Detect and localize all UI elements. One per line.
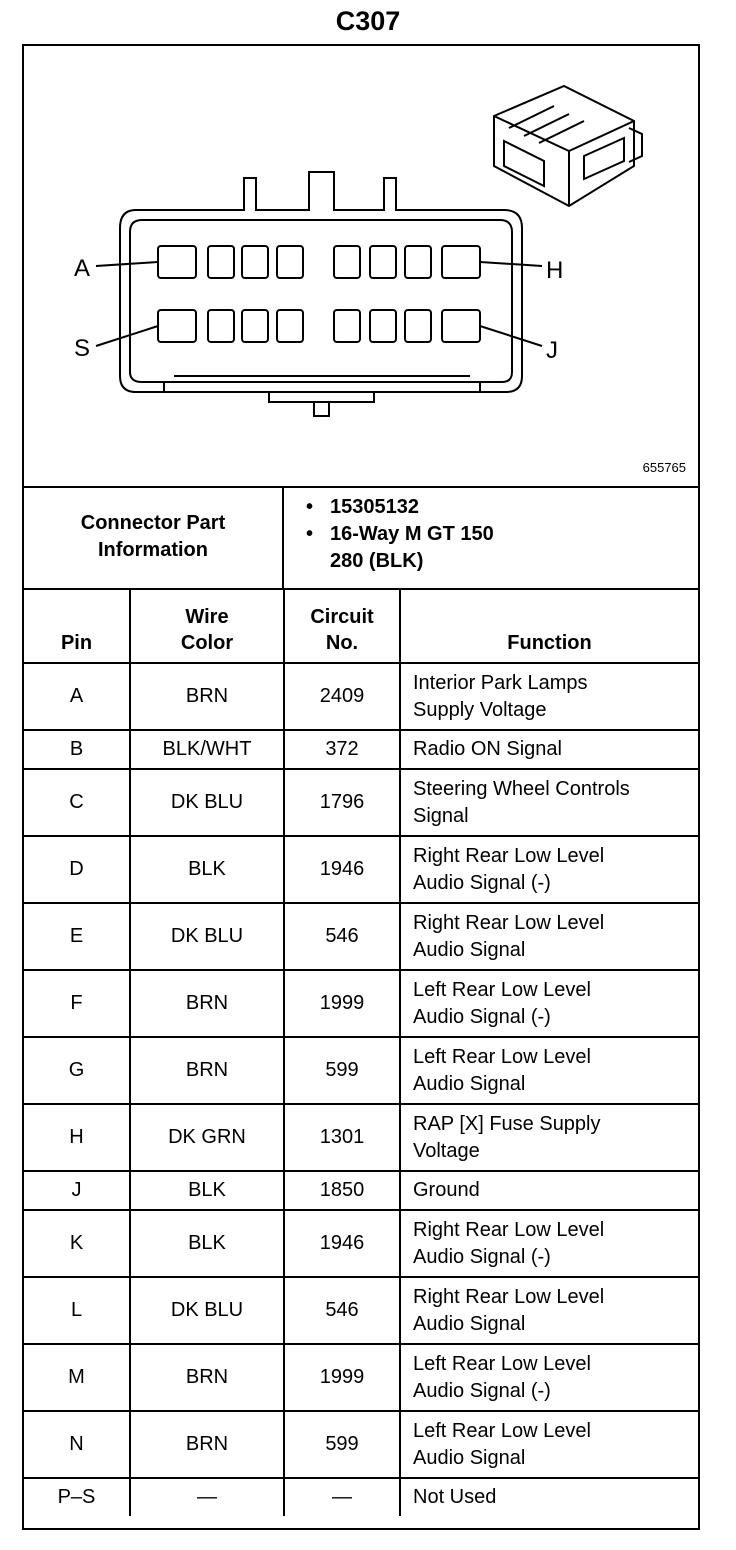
circuit-cell: 1301: [284, 1104, 400, 1171]
connector-face-drawing: [24, 46, 698, 486]
pin-cell: G: [24, 1037, 130, 1104]
pin-label-s: S: [74, 335, 91, 362]
pin-label-a: A: [74, 255, 91, 282]
connector-face-outline: [120, 172, 522, 416]
cavity-row-bottom: [158, 310, 480, 342]
function-cell: Right Rear Low Level Audio Signal (-): [400, 1210, 698, 1277]
info-label-line-1: Connector Part: [80, 512, 226, 534]
pin-cell: P–S: [24, 1478, 130, 1516]
connector-sheet: [22, 44, 700, 1530]
table-row: [24, 903, 698, 970]
circuit-cell: 372: [284, 730, 400, 769]
function-cell: Steering Wheel Controls Signal: [400, 769, 698, 836]
table-row: [24, 1171, 698, 1210]
cavity-row-top: [158, 246, 480, 278]
function-cell: Left Rear Low Level Audio Signal: [400, 1037, 698, 1104]
header-circuit-no: Circuit No.: [284, 590, 400, 663]
pin-cell: N: [24, 1411, 130, 1478]
circuit-cell: 599: [284, 1411, 400, 1478]
wire-color-cell: DK BLU: [130, 1277, 284, 1344]
function-cell: Not Used: [400, 1478, 698, 1516]
table-row: [24, 970, 698, 1037]
function-cell: Left Rear Low Level Audio Signal (-): [400, 970, 698, 1037]
connector-type: • 16-Way M GT 150: [306, 521, 494, 548]
table-row: [24, 769, 698, 836]
pin-cell: L: [24, 1277, 130, 1344]
wire-color-cell: BLK: [130, 1210, 284, 1277]
header-function: Function: [400, 590, 698, 663]
connector-title: C307: [335, 6, 401, 36]
table-row: [24, 730, 698, 769]
function-cell: Right Rear Low Level Audio Signal (-): [400, 836, 698, 903]
connector-part-info: [24, 486, 698, 590]
pin-cell: H: [24, 1104, 130, 1171]
pin-cell: F: [24, 970, 130, 1037]
circuit-cell: —: [284, 1478, 400, 1516]
pin-cell: C: [24, 769, 130, 836]
function-cell: Left Rear Low Level Audio Signal (-): [400, 1344, 698, 1411]
info-label-line-2: Information: [98, 539, 208, 561]
wire-color-cell: BRN: [130, 1344, 284, 1411]
pin-cell: A: [24, 663, 130, 730]
wire-color-cell: BRN: [130, 663, 284, 730]
pin-cell: B: [24, 730, 130, 769]
table-row: [24, 836, 698, 903]
wire-color-cell: BLK: [130, 1171, 284, 1210]
header-wire-color: Wire Color: [130, 590, 284, 663]
circuit-cell: 1850: [284, 1171, 400, 1210]
table-row: [24, 1210, 698, 1277]
pin-label-h: H: [546, 257, 564, 284]
wire-color-cell: DK BLU: [130, 769, 284, 836]
function-cell: Radio ON Signal: [400, 730, 698, 769]
wire-color-cell: BLK/WHT: [130, 730, 284, 769]
pin-table-header: [24, 590, 698, 663]
connector-type-cont: 280 (BLK): [330, 550, 424, 572]
wire-color-cell: DK GRN: [130, 1104, 284, 1171]
circuit-cell: 546: [284, 903, 400, 970]
figure-id: 655765: [642, 460, 686, 475]
pin-table: [24, 590, 698, 1516]
table-row: [24, 663, 698, 730]
wire-color-cell: BRN: [130, 1411, 284, 1478]
circuit-cell: 2409: [284, 663, 400, 730]
pin-cell: E: [24, 903, 130, 970]
wire-color-cell: BRN: [130, 1037, 284, 1104]
table-row: [24, 1037, 698, 1104]
connector-part-info-list: [306, 494, 494, 575]
header-pin: Pin: [24, 590, 130, 663]
wire-color-cell: DK BLU: [130, 903, 284, 970]
table-row: [24, 1104, 698, 1171]
part-number: • 15305132: [306, 494, 494, 521]
wire-color-cell: BRN: [130, 970, 284, 1037]
pin-cell: M: [24, 1344, 130, 1411]
circuit-cell: 546: [284, 1277, 400, 1344]
table-row: [24, 1277, 698, 1344]
circuit-cell: 1946: [284, 1210, 400, 1277]
connector-3d-icon: [494, 86, 642, 206]
circuit-cell: 1999: [284, 1344, 400, 1411]
circuit-cell: 599: [284, 1037, 400, 1104]
pin-label-j: J: [546, 337, 558, 364]
circuit-cell: 1946: [284, 836, 400, 903]
pin-cell: K: [24, 1210, 130, 1277]
function-cell: RAP [X] Fuse Supply Voltage: [400, 1104, 698, 1171]
table-row: [24, 1478, 698, 1516]
circuit-cell: 1999: [284, 970, 400, 1037]
table-row: [24, 1344, 698, 1411]
function-cell: Right Rear Low Level Audio Signal: [400, 1277, 698, 1344]
wire-color-cell: BLK: [130, 836, 284, 903]
function-cell: Left Rear Low Level Audio Signal: [400, 1411, 698, 1478]
table-row: [24, 1411, 698, 1478]
connector-part-info-label: [24, 486, 284, 588]
function-cell: Ground: [400, 1171, 698, 1210]
pin-cell: J: [24, 1171, 130, 1210]
function-cell: Right Rear Low Level Audio Signal: [400, 903, 698, 970]
circuit-cell: 1796: [284, 769, 400, 836]
connector-diagram: [24, 46, 698, 488]
pin-cell: D: [24, 836, 130, 903]
function-cell: Interior Park Lamps Supply Voltage: [400, 663, 698, 730]
wire-color-cell: —: [130, 1478, 284, 1516]
